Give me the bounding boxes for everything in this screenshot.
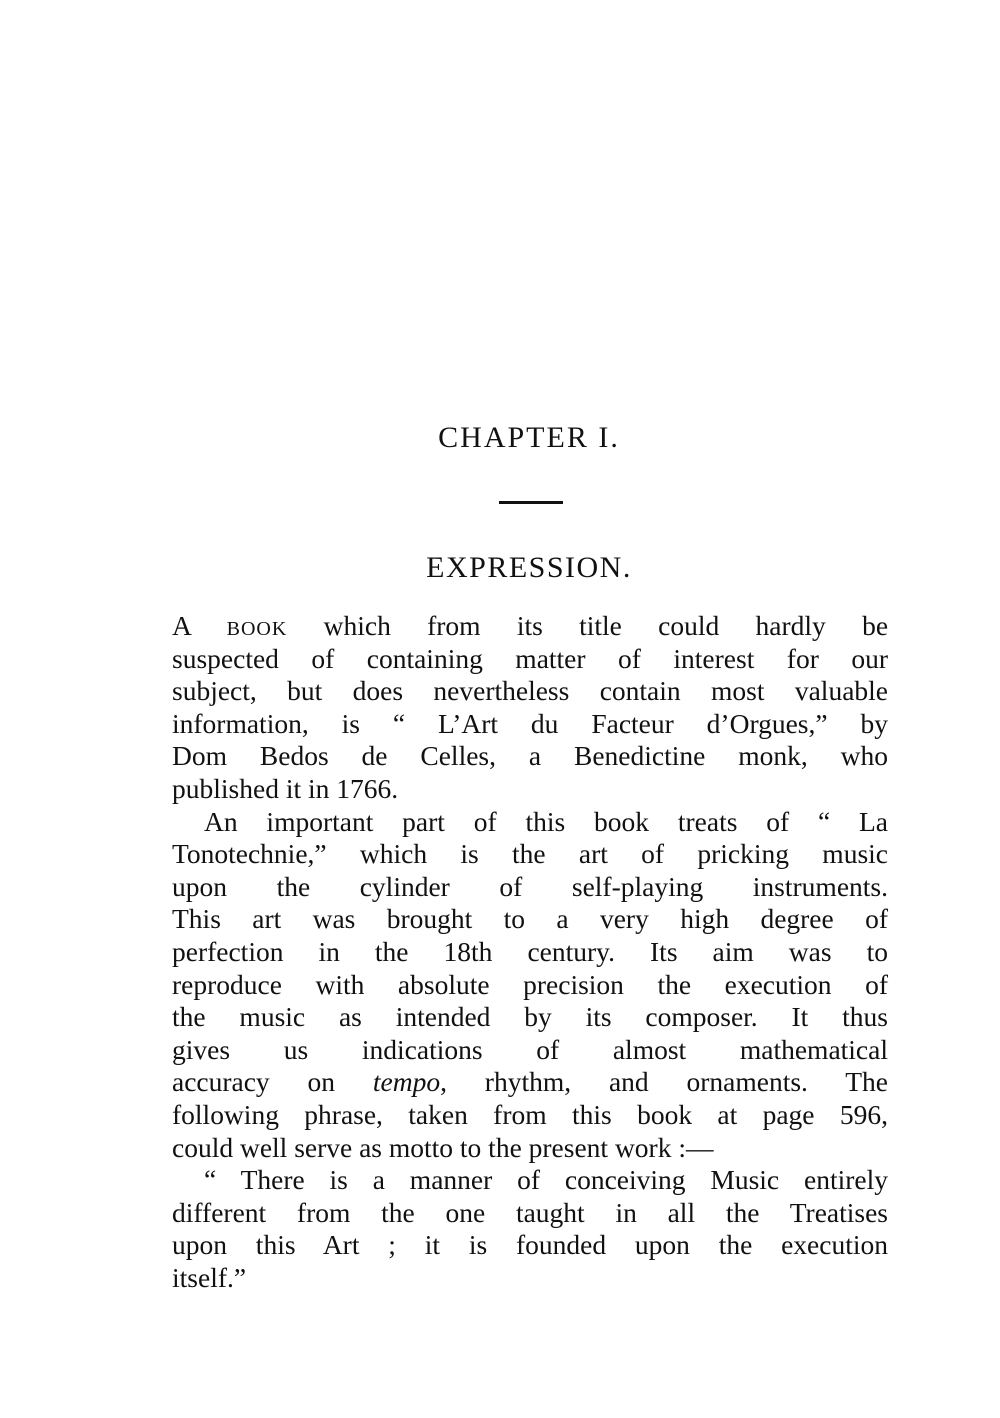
line-text: which from its title could hardly be <box>323 610 889 641</box>
text-line: following phrase, taken from this book at page 596, <box>172 1098 888 1130</box>
italic-word: tempo <box>372 1066 441 1098</box>
text-line: reproduce with absolute precision the execution of <box>172 968 888 1000</box>
text-line: Dom Bedos de Celles, a Benedictine monk, who <box>172 740 888 772</box>
initial-letter: A <box>172 610 191 641</box>
chapter-number: CHAPTER I. <box>438 421 620 454</box>
text-line: upon this Art ; it is founded upon the execution <box>172 1229 888 1261</box>
heading-divider <box>499 501 563 504</box>
line-text: , rhythm, and ornaments. The <box>440 1066 889 1098</box>
text-line: published it in 1766. <box>172 772 399 804</box>
text-line: Tonotechnie,” which is the art of pricking music <box>172 838 888 870</box>
text-line <box>172 1066 888 1099</box>
text-line: This art was brought to a very high degree of <box>172 903 888 935</box>
text-line: could well serve as motto to the present work :— <box>172 1131 714 1163</box>
text-line: perfection in the 18th century. Its aim was to <box>172 935 888 967</box>
small-caps-word: BOOK <box>226 618 288 640</box>
text-line: “ There is a manner of conceiving Music entirely <box>204 1164 888 1196</box>
paragraph-2 <box>172 806 888 1165</box>
text-line: An important part of this book treats of “ La <box>204 805 888 837</box>
text-line: subject, but does nevertheless contain most valuable <box>172 675 888 707</box>
text-line: different from the one taught in all the Treatises <box>172 1196 888 1228</box>
line-text: accuracy on <box>172 1066 336 1098</box>
text-line: gives us indications of almost mathematical <box>172 1033 888 1065</box>
paragraph-1 <box>172 610 888 806</box>
body-text <box>172 610 888 1294</box>
text-line: suspected of containing matter of interest for our <box>172 642 888 674</box>
text-line: the music as intended by its composer. It thus <box>172 1001 888 1033</box>
text-line: itself.” <box>172 1261 247 1293</box>
chapter-title: EXPRESSION. <box>426 551 632 584</box>
text-line: information, is “ L’Art du Facteur d’Orgues,” by <box>172 707 888 739</box>
paragraph-3 <box>172 1164 888 1294</box>
text-line <box>172 610 888 643</box>
text-line: upon the cylinder of self-playing instruments. <box>172 870 888 902</box>
